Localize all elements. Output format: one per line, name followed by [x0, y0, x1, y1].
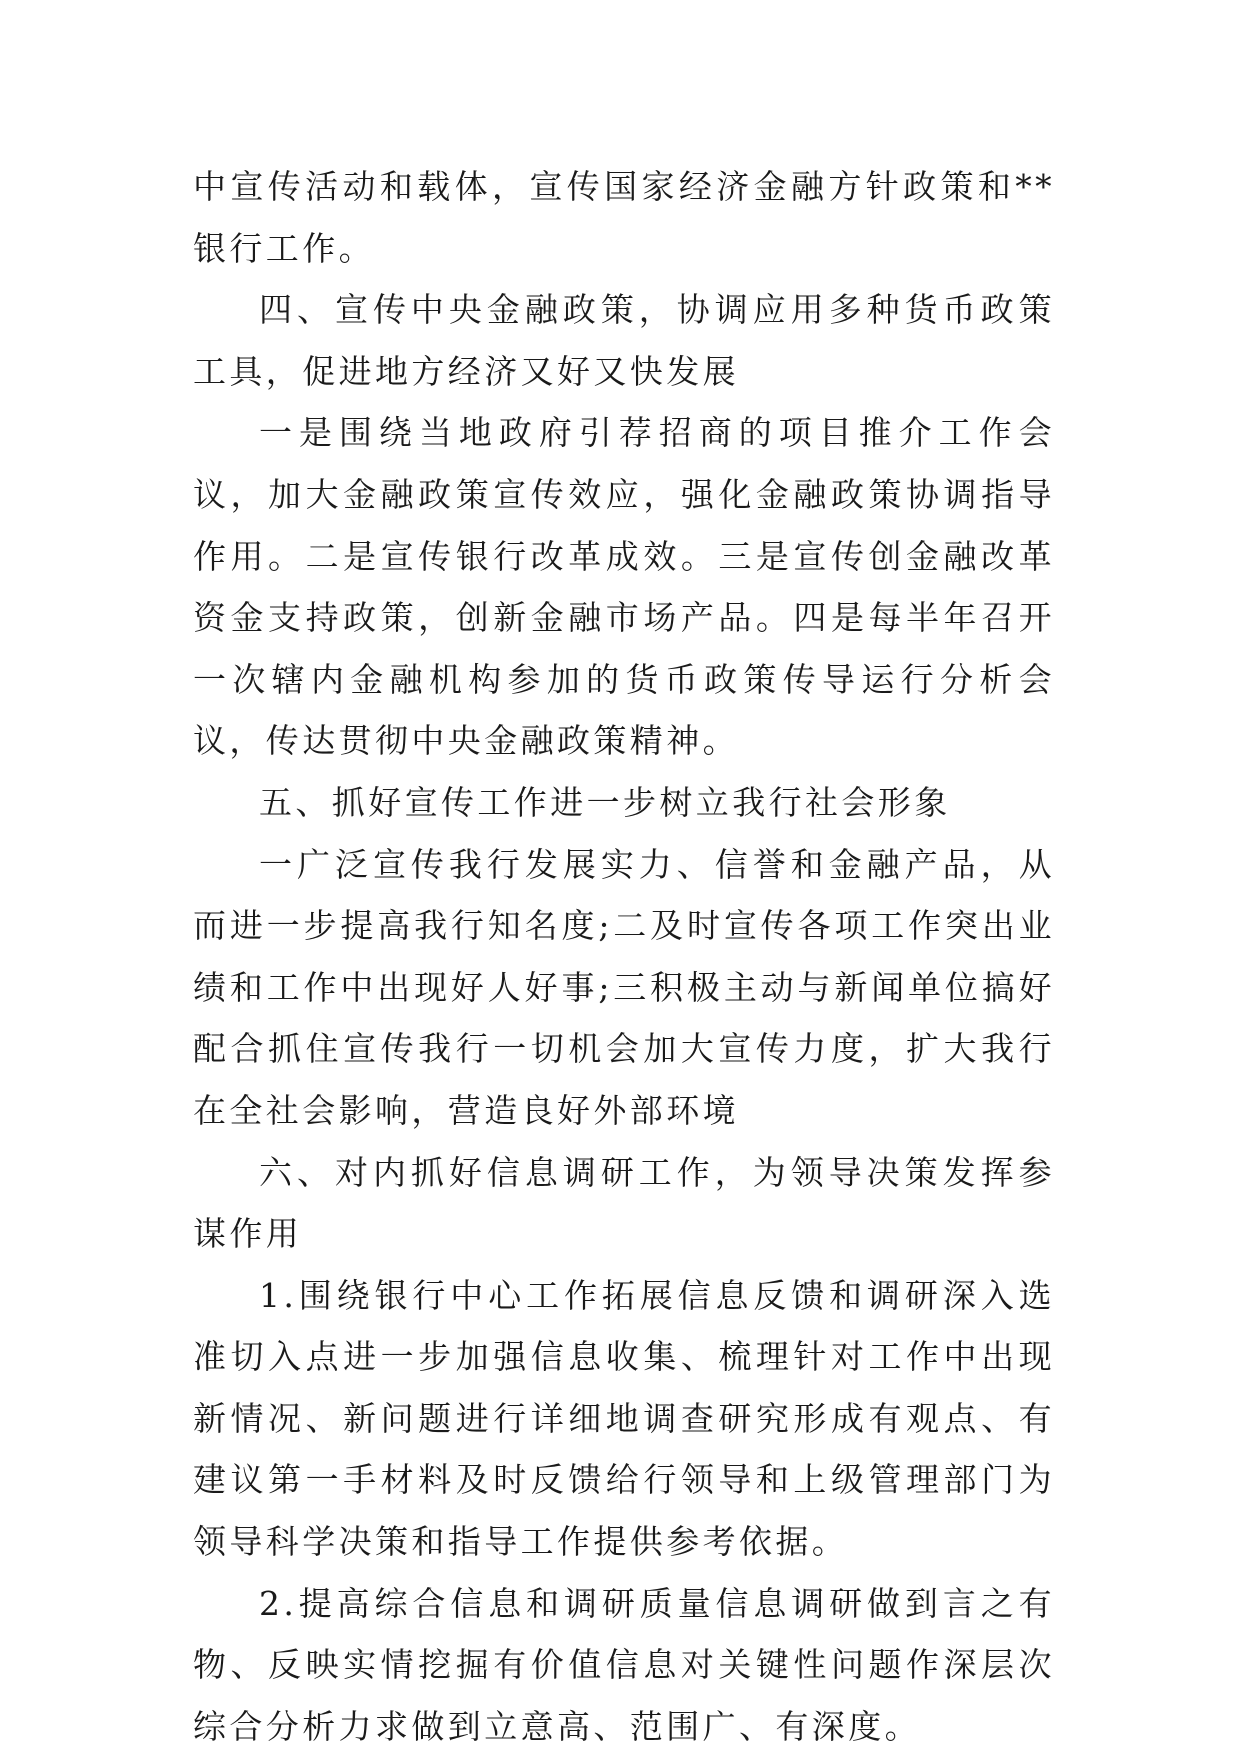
paragraph-body: 一广泛宣传我行发展实力、信誉和金融产品，从而进一步提高我行知名度;二及时宣传各项工作突出业绩和工作中出现好人好事;三积极主动与新闻单位搞好配合抓住宣传我行一切机会加大宣传力度，扩大我行在全社会影响，营造良好外部环境 [193, 844, 1055, 1130]
section-heading-5: 五、抓好宣传工作进一步树立我行社会形象 [259, 782, 951, 822]
section-heading-4: 四、宣传中央金融政策，协调应用多种货币政策工具，促进地方经济又好又快发展 [193, 290, 1055, 391]
paragraph-body: 2.提高综合信息和调研质量信息调研做到言之有物、反映实情挖掘有价值信息对关键性问题作深层次综合分析力求做到立意高、范围广、有深度。 [193, 1583, 1055, 1746]
paragraph-body: 一是围绕当地政府引荐招商的项目推介工作会议，加大金融政策宣传效应，强化金融政策协调指导作用。二是宣传银行改革成效。三是宣传创金融改革资金支持政策，创新金融市场产品。四是每半年召开一次辖内金融机构参加的货币政策传导运行分析会议，传达贯彻中央金融政策精神。 [193, 413, 1055, 761]
paragraph-body: 1.围绕银行中心工作拓展信息反馈和调研深入选准切入点进一步加强信息收集、梳理针对工作中出现新情况、新问题进行详细地调查研究形成有观点、有建议第一手材料及时反馈给行领导和上级管理部门为领导科学决策和指导工作提供参考依据。 [193, 1275, 1055, 1562]
document-body [193, 156, 1055, 1757]
section-heading-6: 六、对内抓好信息调研工作，为领导决策发挥参谋作用 [193, 1152, 1055, 1254]
paragraph-continuation: 中宣传活动和载体，宣传国家经济金融方针政策和**银行工作。 [193, 167, 1055, 268]
